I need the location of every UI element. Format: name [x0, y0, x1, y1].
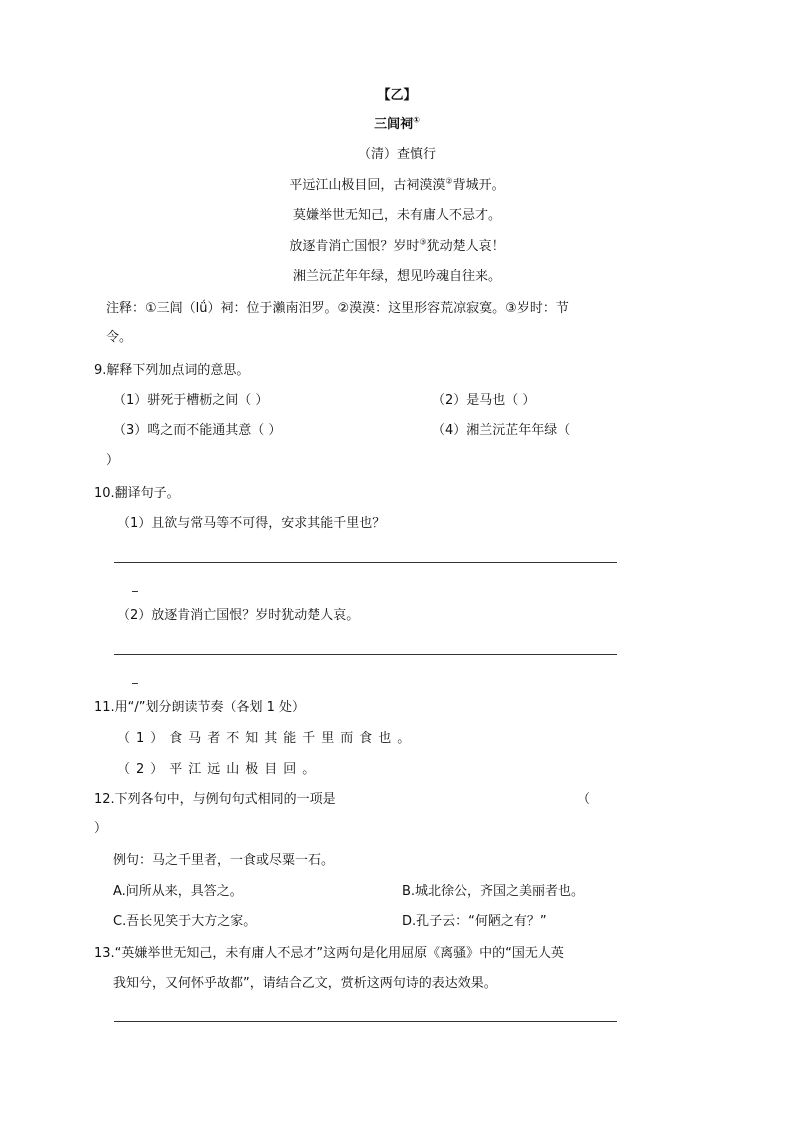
poem-title-text: 三闾祠	[374, 117, 414, 132]
q10-answer-line-2[interactable]	[114, 654, 617, 655]
poem-notes-line-2: 令。	[106, 330, 133, 345]
q11-stem: 11.用“/”划分朗读节奏（各划 1 处）	[94, 700, 306, 715]
q9-item-4-close: ）	[106, 453, 120, 468]
q12-option-c[interactable]: C.吾长见笑于大方之家。	[113, 914, 257, 929]
poem-line-3	[0, 238, 794, 256]
section-label: 【乙】	[377, 88, 417, 103]
q9-item-3: （3）鸣之而不能通其意（ ）	[113, 423, 282, 438]
q13-stem-line-2: 我知兮，又何怀乎故都”，请结合乙文，赏析这两句诗的表达效果。	[113, 976, 497, 991]
q12-example: 例句：马之千里者，一食或尽粟一石。	[113, 853, 335, 868]
q12-option-d[interactable]: D.孔子云：“何陋之有？”	[402, 914, 547, 929]
poem-line-1a: 平远江山极目回，古祠漠漠	[289, 178, 446, 193]
q12-option-b[interactable]: B.城北徐公，齐国之美丽者也。	[402, 884, 585, 899]
q10-answer-line-1[interactable]	[114, 562, 617, 563]
poem-line-3a: 放逐肯消亡国恨？岁时	[289, 239, 420, 254]
q9-item-4: （4）湘兰沅芷年年绿（	[432, 423, 571, 438]
q12-option-a[interactable]: A.问所从来，具答之。	[113, 884, 243, 899]
q13-answer-line[interactable]	[114, 1021, 617, 1022]
poem-line-1-mark: ②	[445, 176, 453, 186]
q10-stem: 10.翻译句子。	[94, 486, 180, 501]
q13-stem-line-1: 13.“英嫌举世无知己，未有庸人不忌才”这两句是化用屈原《离骚》中的“国无人英	[94, 946, 564, 961]
q9-item-1: （1）骈死于槽枥之间（ ）	[113, 393, 269, 408]
q10-sentence-1: （1）且欲与常马等不可得，安求其能千里也？	[117, 516, 386, 531]
q10-sentence-2: （2）放逐肯消亡国恨？岁时犹动楚人哀。	[117, 608, 360, 623]
q11-sentence-2: （2）平江远山极目回。	[117, 762, 322, 777]
q12-paren-close: ）	[94, 821, 108, 836]
poem-title-note-mark: ①	[413, 115, 420, 125]
q12-stem: 12.下列各句中，与例句句式相同的一项是	[94, 792, 336, 807]
poem-notes-line-1: 注释：①三闾（lǘ）祠：位于瀨南汨罗。②漠漠：这里形容荒凉寂寞。③岁时：节	[106, 301, 569, 316]
q10-answer-dash-2	[132, 683, 138, 684]
q11-sentence-1: （1）食马者不知其能千里而食也。	[117, 731, 417, 746]
poem-line-3-mark: ③	[419, 237, 427, 247]
poem-line-4: 湘兰沅芷年年绿，想见吟魂自往来。	[292, 269, 501, 284]
poem-line-3b: 犹动楚人哀！	[426, 239, 505, 254]
q10-answer-dash-1	[132, 591, 138, 592]
q9-stem: 9.解释下列加点词的意思。	[94, 363, 250, 378]
poem-title	[0, 116, 794, 134]
poem-line-2: 莫嫌举世无知己，未有庸人不忌才。	[292, 208, 501, 223]
poem-line-1	[0, 177, 794, 195]
poem-author: （清）查慎行	[357, 147, 436, 162]
q12-paren-open: （	[577, 792, 591, 807]
poem-line-1b: 背城开。	[452, 178, 505, 193]
q9-item-2: （2）是马也（ ）	[432, 393, 536, 408]
